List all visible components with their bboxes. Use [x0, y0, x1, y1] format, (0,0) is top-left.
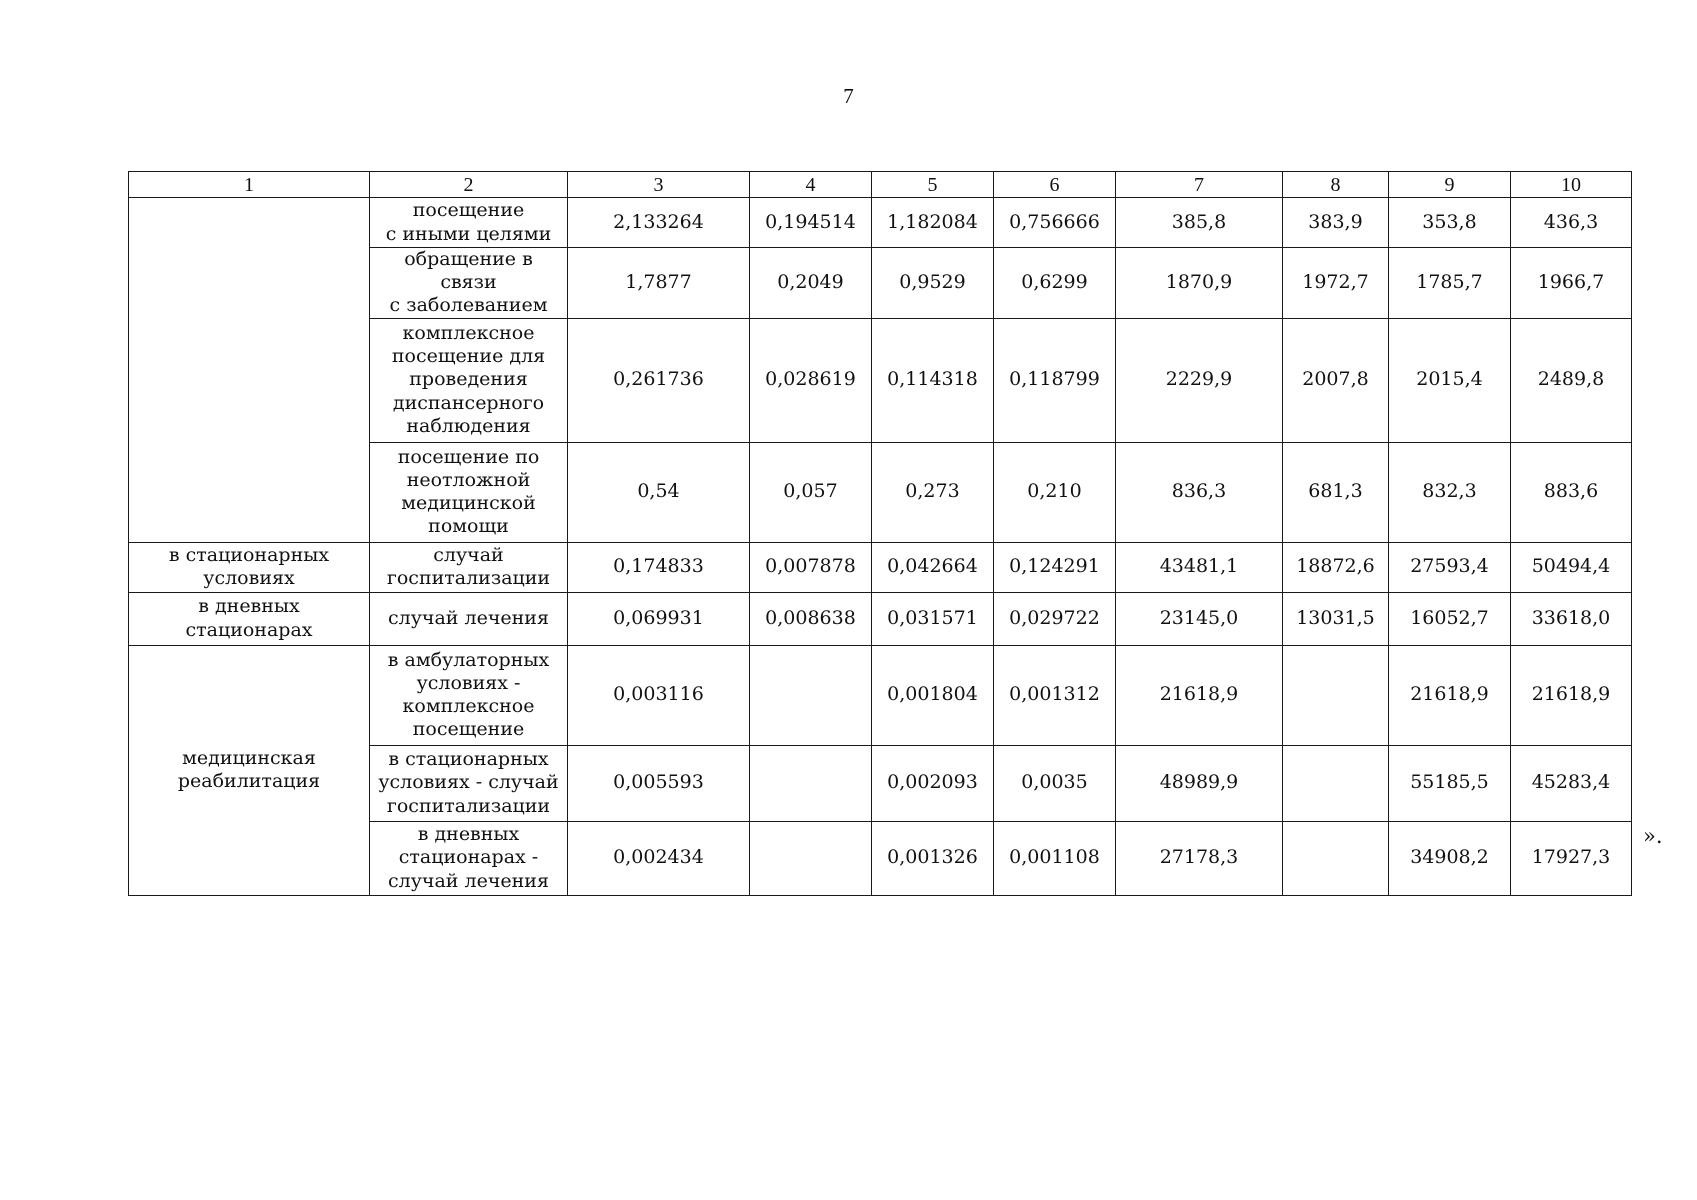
value-cell: 16052,7	[1389, 592, 1511, 645]
value-cell: 0,005593	[568, 745, 750, 821]
unit-type-cell: в дневных стационарах - случай лечения	[370, 821, 568, 895]
value-cell: 0,6299	[994, 248, 1116, 319]
value-cell: 0,124291	[994, 542, 1116, 592]
value-cell: 2,133264	[568, 198, 750, 248]
value-cell: 0,002434	[568, 821, 750, 895]
value-cell: 832,3	[1389, 442, 1511, 542]
value-cell: 0,002093	[872, 745, 994, 821]
value-cell: 13031,5	[1283, 592, 1389, 645]
value-cell: 0,008638	[750, 592, 872, 645]
value-cell: 50494,4	[1511, 542, 1632, 592]
value-cell: 0,174833	[568, 542, 750, 592]
value-cell: 2489,8	[1511, 318, 1632, 442]
unit-type-cell: случай госпитализации	[370, 542, 568, 592]
column-number: 5	[872, 172, 994, 198]
value-cell: 1870,9	[1116, 248, 1283, 319]
value-cell: 0,042664	[872, 542, 994, 592]
value-cell: 0,069931	[568, 592, 750, 645]
value-cell: 55185,5	[1389, 745, 1511, 821]
column-number: 2	[370, 172, 568, 198]
value-cell: 0,756666	[994, 198, 1116, 248]
value-cell	[750, 821, 872, 895]
value-cell	[1283, 645, 1389, 745]
group-label-cell: в стационарных условиях	[129, 542, 370, 592]
value-cell: 1972,7	[1283, 248, 1389, 319]
unit-type-cell: обращение в связи с заболеванием	[370, 248, 568, 319]
group-label-cell: в дневных стационарах	[129, 592, 370, 645]
value-cell: 48989,9	[1116, 745, 1283, 821]
value-cell	[1283, 745, 1389, 821]
table-row	[129, 592, 1632, 645]
value-cell: 0,194514	[750, 198, 872, 248]
value-cell: 0,54	[568, 442, 750, 542]
column-number: 3	[568, 172, 750, 198]
value-cell: 0,029722	[994, 592, 1116, 645]
value-cell: 0,001804	[872, 645, 994, 745]
value-cell: 436,3	[1511, 198, 1632, 248]
value-cell	[750, 745, 872, 821]
page-number: 7	[843, 84, 854, 108]
column-number: 8	[1283, 172, 1389, 198]
value-cell: 383,9	[1283, 198, 1389, 248]
value-cell: 0,003116	[568, 645, 750, 745]
table-row	[129, 645, 1632, 745]
value-cell: 33618,0	[1511, 592, 1632, 645]
value-cell: 34908,2	[1389, 821, 1511, 895]
value-cell: 27593,4	[1389, 542, 1511, 592]
value-cell: 0,273	[872, 442, 994, 542]
column-number: 7	[1116, 172, 1283, 198]
group-label-cell: медицинская реабилитация	[129, 645, 370, 895]
value-cell	[750, 645, 872, 745]
column-number: 1	[129, 172, 370, 198]
value-cell: 385,8	[1116, 198, 1283, 248]
table-body	[129, 172, 1632, 896]
value-cell: 18872,6	[1283, 542, 1389, 592]
value-cell: 0,028619	[750, 318, 872, 442]
value-cell: 45283,4	[1511, 745, 1632, 821]
value-cell: 0,118799	[994, 318, 1116, 442]
group-label-cell	[129, 198, 370, 543]
value-cell: 836,3	[1116, 442, 1283, 542]
table-row	[129, 198, 1632, 248]
data-table	[128, 171, 1632, 896]
value-cell: 27178,3	[1116, 821, 1283, 895]
column-number-row	[129, 172, 1632, 198]
value-cell: 0,057	[750, 442, 872, 542]
value-cell: 21618,9	[1389, 645, 1511, 745]
value-cell: 353,8	[1389, 198, 1511, 248]
unit-type-cell: в амбулаторных условиях - комплексное посещение	[370, 645, 568, 745]
value-cell: 0,2049	[750, 248, 872, 319]
table-row	[129, 542, 1632, 592]
value-cell: 21618,9	[1116, 645, 1283, 745]
value-cell: 2015,4	[1389, 318, 1511, 442]
value-cell: 43481,1	[1116, 542, 1283, 592]
value-cell	[1283, 821, 1389, 895]
value-cell: 1966,7	[1511, 248, 1632, 319]
closing-quote: ».	[1643, 824, 1663, 848]
value-cell: 0,001108	[994, 821, 1116, 895]
value-cell: 0,001312	[994, 645, 1116, 745]
value-cell: 2229,9	[1116, 318, 1283, 442]
unit-type-cell: случай лечения	[370, 592, 568, 645]
value-cell: 1,182084	[872, 198, 994, 248]
unit-type-cell: посещение с иными целями	[370, 198, 568, 248]
value-cell: 883,6	[1511, 442, 1632, 542]
value-cell: 17927,3	[1511, 821, 1632, 895]
unit-type-cell: посещение по неотложной медицинской помощи	[370, 442, 568, 542]
value-cell: 1785,7	[1389, 248, 1511, 319]
column-number: 4	[750, 172, 872, 198]
value-cell: 2007,8	[1283, 318, 1389, 442]
unit-type-cell: в стационарных условиях - случай госпитализации	[370, 745, 568, 821]
unit-type-cell: комплексное посещение для проведения диспансерного наблюдения	[370, 318, 568, 442]
value-cell: 0,001326	[872, 821, 994, 895]
column-number: 10	[1511, 172, 1632, 198]
value-cell: 21618,9	[1511, 645, 1632, 745]
value-cell: 681,3	[1283, 442, 1389, 542]
value-cell: 0,261736	[568, 318, 750, 442]
value-cell: 0,007878	[750, 542, 872, 592]
value-cell: 0,0035	[994, 745, 1116, 821]
value-cell: 1,7877	[568, 248, 750, 319]
value-cell: 0,210	[994, 442, 1116, 542]
value-cell: 0,031571	[872, 592, 994, 645]
value-cell: 23145,0	[1116, 592, 1283, 645]
column-number: 9	[1389, 172, 1511, 198]
value-cell: 0,9529	[872, 248, 994, 319]
value-cell: 0,114318	[872, 318, 994, 442]
column-number: 6	[994, 172, 1116, 198]
